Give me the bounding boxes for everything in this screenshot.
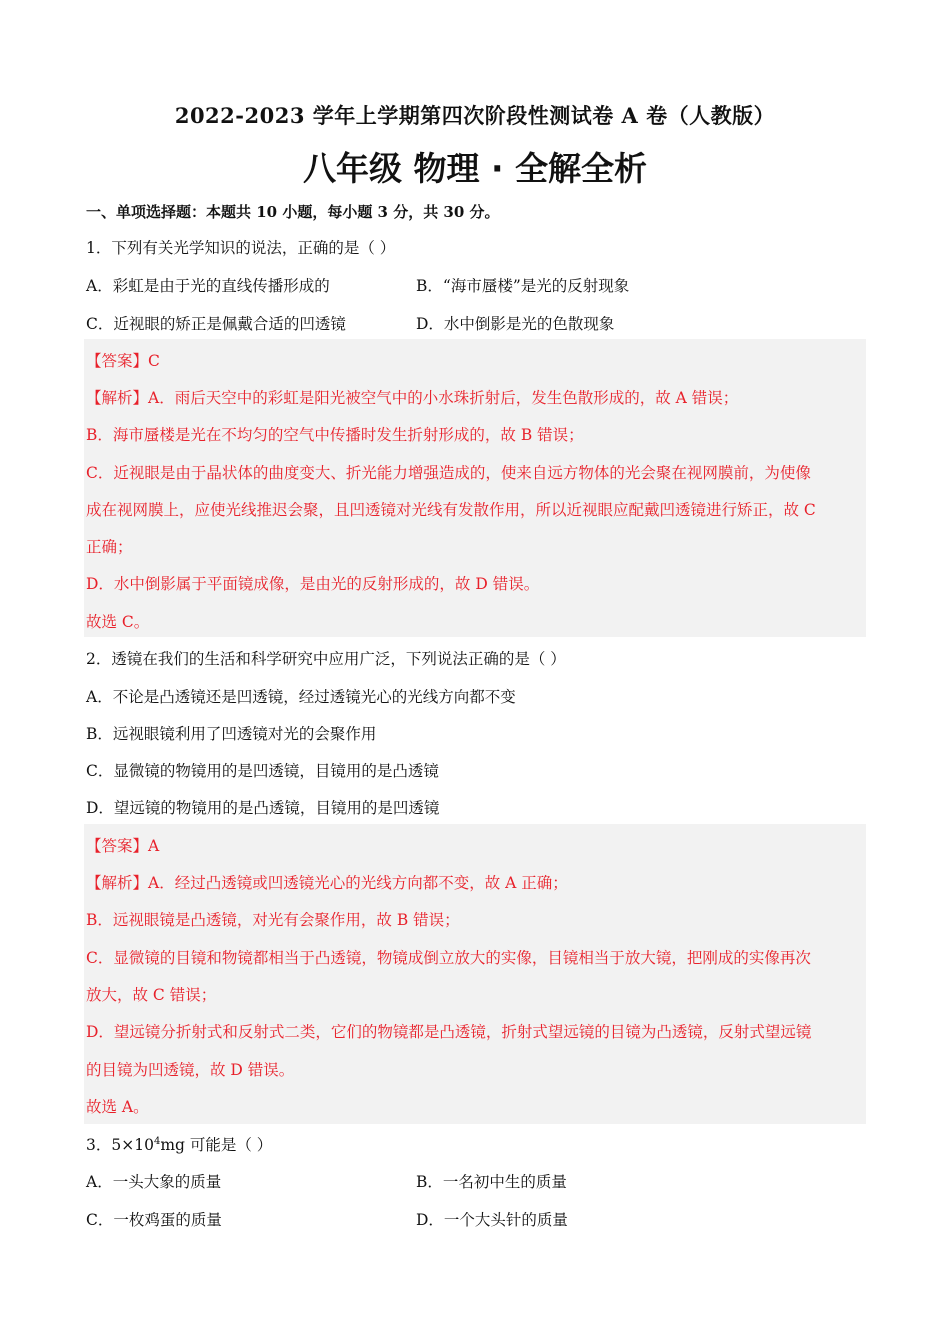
question-2-option-d: D．望远镜的物镜用的是凸透镜，目镜用的是凹透镜	[86, 799, 440, 817]
question-1-option-c: C．近视眼的矫正是佩戴合适的凹透镜	[86, 315, 346, 333]
question-1-option-a: A．彩虹是由于光的直线传播形成的	[86, 277, 330, 295]
question-1-analysis-6: D．水中倒影属于平面镜成像，是由光的反射形成的，故 D 错误。	[86, 575, 540, 593]
question-3-option-b: B．一名初中生的质量	[416, 1173, 567, 1191]
question-2-analysis-6: 的目镜为凹透镜，故 D 错误。	[86, 1061, 295, 1079]
analysis-label: 【解析】	[86, 874, 149, 892]
question-2-analysis-4: 放大，故 C 错误；	[86, 986, 217, 1004]
question-1-analysis-3: C．近视眼是由于晶状体的曲度变大、折光能力增强造成的，使来自远方物体的光会聚在视网膜前，为使像	[86, 464, 811, 482]
question-1-option-d: D．水中倒影是光的色散现象	[416, 315, 615, 333]
question-2-analysis-1	[86, 871, 568, 893]
question-2-option-a: A．不论是凸透镜还是凹透镜，经过透镜光心的光线方向都不变	[86, 688, 516, 706]
question-1-analysis-4: 成在视网膜上，应使光线推迟会聚，且凹透镜对光线有发散作用，所以近视眼应配戴凹透镜进行矫正，故 C	[86, 501, 816, 519]
question-1-option-b: B．“海市蜃楼”是光的反射现象	[416, 277, 630, 295]
question-3-option-a: A．一头大象的质量	[86, 1173, 222, 1191]
analysis-text: A．经过凸透镜或凹透镜光心的光线方向都不变，故 A 正确；	[148, 874, 568, 892]
question-1-analysis-1	[86, 386, 738, 408]
question-2-answer	[86, 834, 159, 856]
answer-value: A	[148, 837, 160, 855]
exam-subtitle: 八年级 物理 · 全解全析	[302, 149, 647, 188]
exponent: 4	[153, 1135, 161, 1147]
question-1-stem: 1．下列有关光学知识的说法，正确的是（ ）	[86, 239, 396, 257]
answer-label: 【答案】	[86, 837, 149, 855]
question-3-option-c: C．一枚鸡蛋的质量	[86, 1211, 222, 1229]
exam-title: 2022-2023 学年上学期第四次阶段性测试卷 A 卷（人教版）	[174, 103, 776, 128]
stem-text-end: mg 可能是（ ）	[160, 1136, 273, 1154]
question-2-analysis-2: B．远视眼镜是凸透镜，对光有会聚作用，故 B 错误；	[86, 911, 460, 929]
question-1-answer	[86, 349, 160, 371]
stem-text: 3．5×10	[86, 1136, 154, 1154]
question-2-analysis-5: D．望远镜分折射式和反射式二类，它们的物镜都是凸透镜，折射式望远镜的目镜为凸透镜，反射式望远镜	[86, 1023, 812, 1041]
question-2-option-c: C．显微镜的物镜用的是凹透镜，目镜用的是凸透镜	[86, 762, 439, 780]
question-1-conclusion: 故选 C。	[86, 613, 150, 631]
question-2-stem: 2．透镜在我们的生活和科学研究中应用广泛，下列说法正确的是（ ）	[86, 650, 566, 668]
answer-label: 【答案】	[86, 352, 149, 370]
question-2-analysis-3: C．显微镜的目镜和物镜都相当于凸透镜，物镜成倒立放大的实像，目镜相当于放大镜，把刚成的实像再次	[86, 949, 811, 967]
question-3-option-d: D．一个大头针的质量	[416, 1211, 568, 1229]
question-1-analysis-2: B．海市蜃楼是光在不均匀的空气中传播时发生折射形成的，故 B 错误；	[86, 426, 584, 444]
question-2-option-b: B．远视眼镜利用了凹透镜对光的会聚作用	[86, 725, 377, 743]
section-heading: 一、单项选择题：本题共 10 小题，每小题 3 分，共 30 分。	[86, 203, 500, 221]
analysis-text: A．雨后天空中的彩虹是阳光被空气中的小水珠折射后，发生色散形成的，故 A 错误；	[148, 389, 739, 407]
answer-value: C	[148, 352, 160, 370]
question-3-stem	[86, 1133, 272, 1155]
question-1-analysis-5: 正确；	[86, 538, 133, 556]
analysis-label: 【解析】	[86, 389, 149, 407]
question-2-conclusion: 故选 A。	[86, 1098, 149, 1116]
